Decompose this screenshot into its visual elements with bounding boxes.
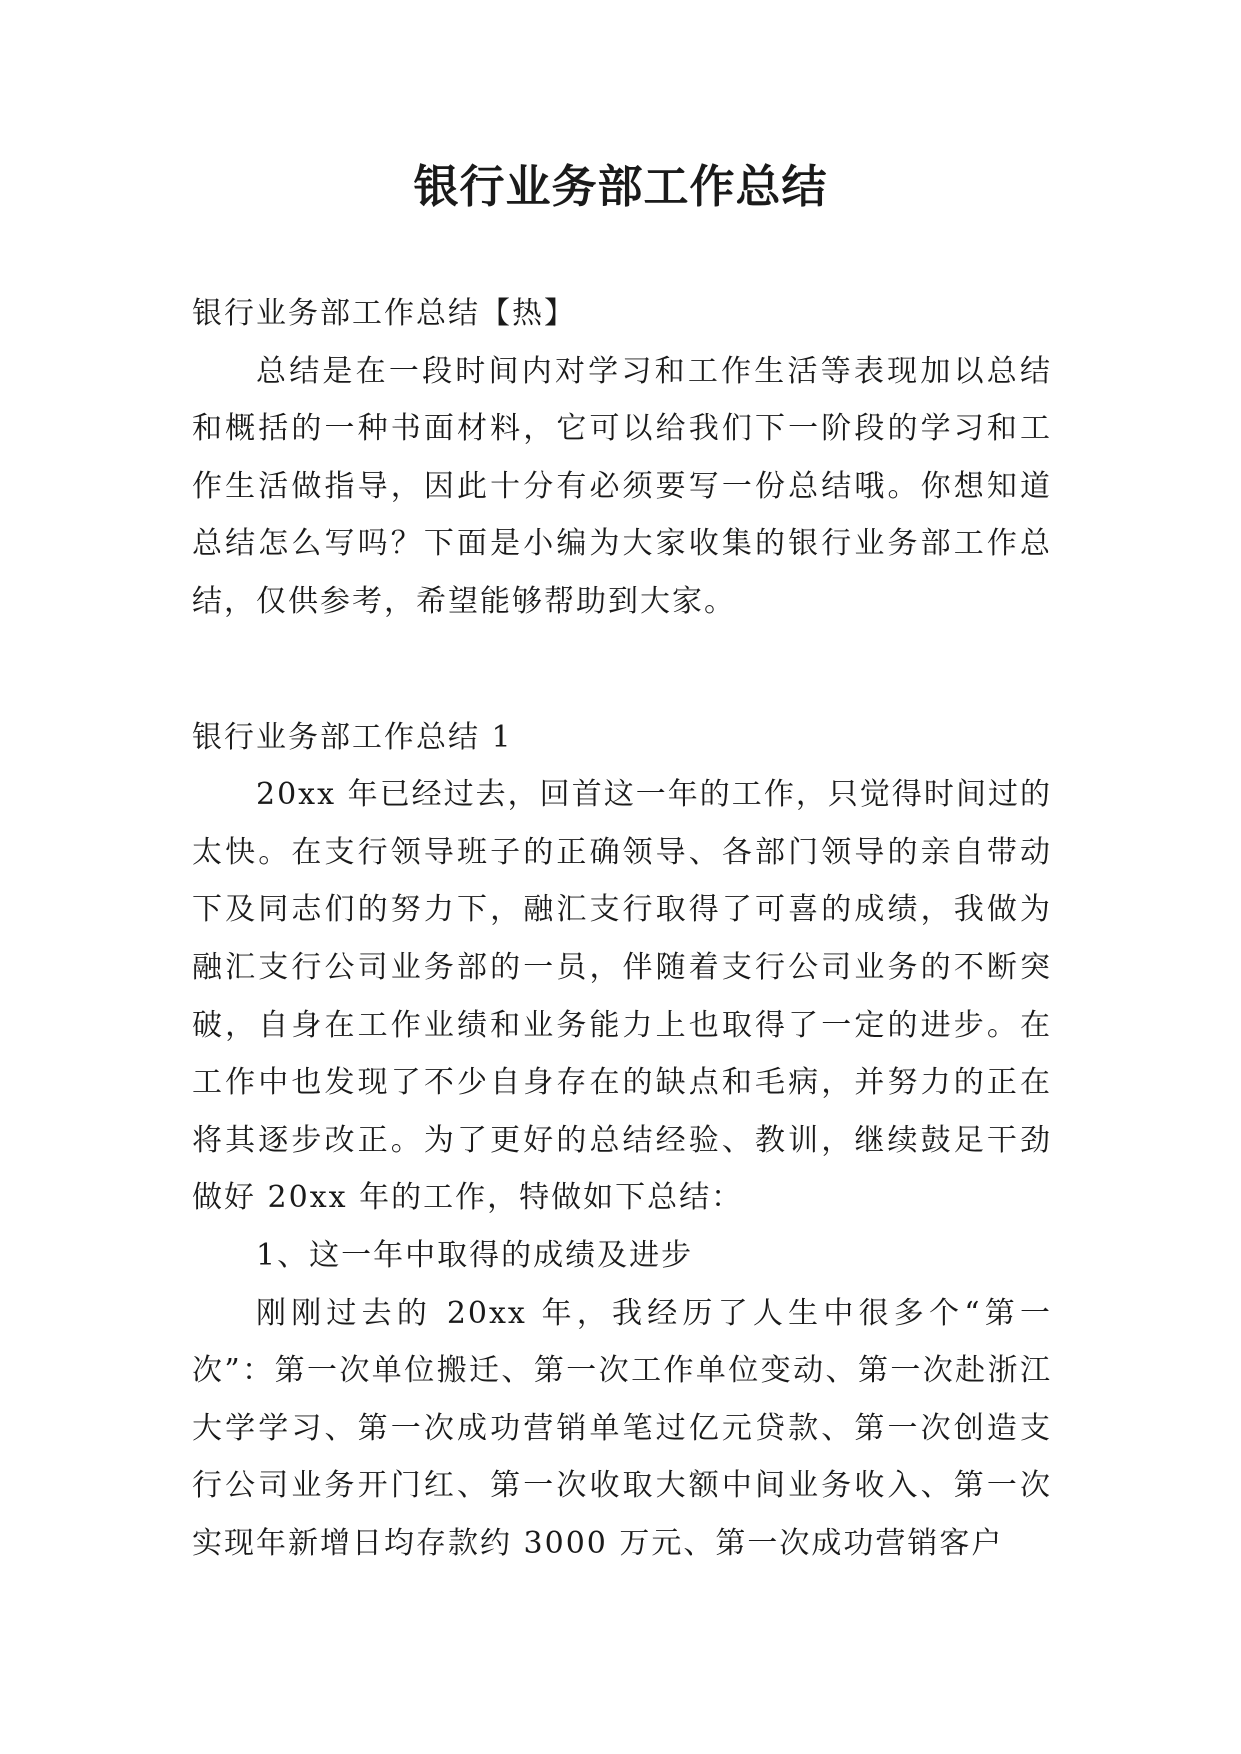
section-heading: 银行业务部工作总结 1 — [192, 719, 513, 755]
list-item-heading: 1、这一年中取得的成绩及进步 — [256, 1237, 694, 1273]
intro-paragraph: 总结是在一段时间内对学习和工作生活等表现加以总结和概括的一种书面材料，它可以给我们下一阶段的学习和工作生活做指导，因此十分有必须要写一份总结哦。你想知道总结怎么写吗？下面是小编为大家收集的银行业务部工作总结，仅供参考，希望能够帮助到大家。 — [192, 353, 1052, 619]
section-spacer — [192, 631, 1052, 707]
document-title: 银行业务部工作总结 — [413, 160, 828, 213]
subtitle: 银行业务部工作总结【热】 — [192, 296, 576, 331]
document-body — [192, 285, 1052, 1572]
body-paragraph: 刚刚过去的 20xx 年，我经历了人生中很多个“第一次”：第一次单位搬迁、第一次工作单位变动、第一次赴浙江大学学习、第一次成功营销单笔过亿元贷款、第一次创造支行公司业务开门红、第一次收取大额中间业务收入、第一次实现年新增日均存款约 3000 万元、第一次成功营销客户 — [192, 1295, 1052, 1561]
body-paragraph: 20xx 年已经过去，回首这一年的工作，只觉得时间过的太快。在支行领导班子的正确领导、各部门领导的亲自带动下及同志们的努力下，融汇支行取得了可喜的成绩，我做为融汇支行公司业务部的一员，伴随着支行公司业务的不断突破，自身在工作业绩和业务能力上也取得了一定的进步。在工作中也发现了不少自身存在的缺点和毛病，并努力的正在将其逐步改正。为了更好的总结经验、教训，继续鼓足干劲做好 20xx 年的工作，特做如下总结： — [192, 777, 1052, 1216]
